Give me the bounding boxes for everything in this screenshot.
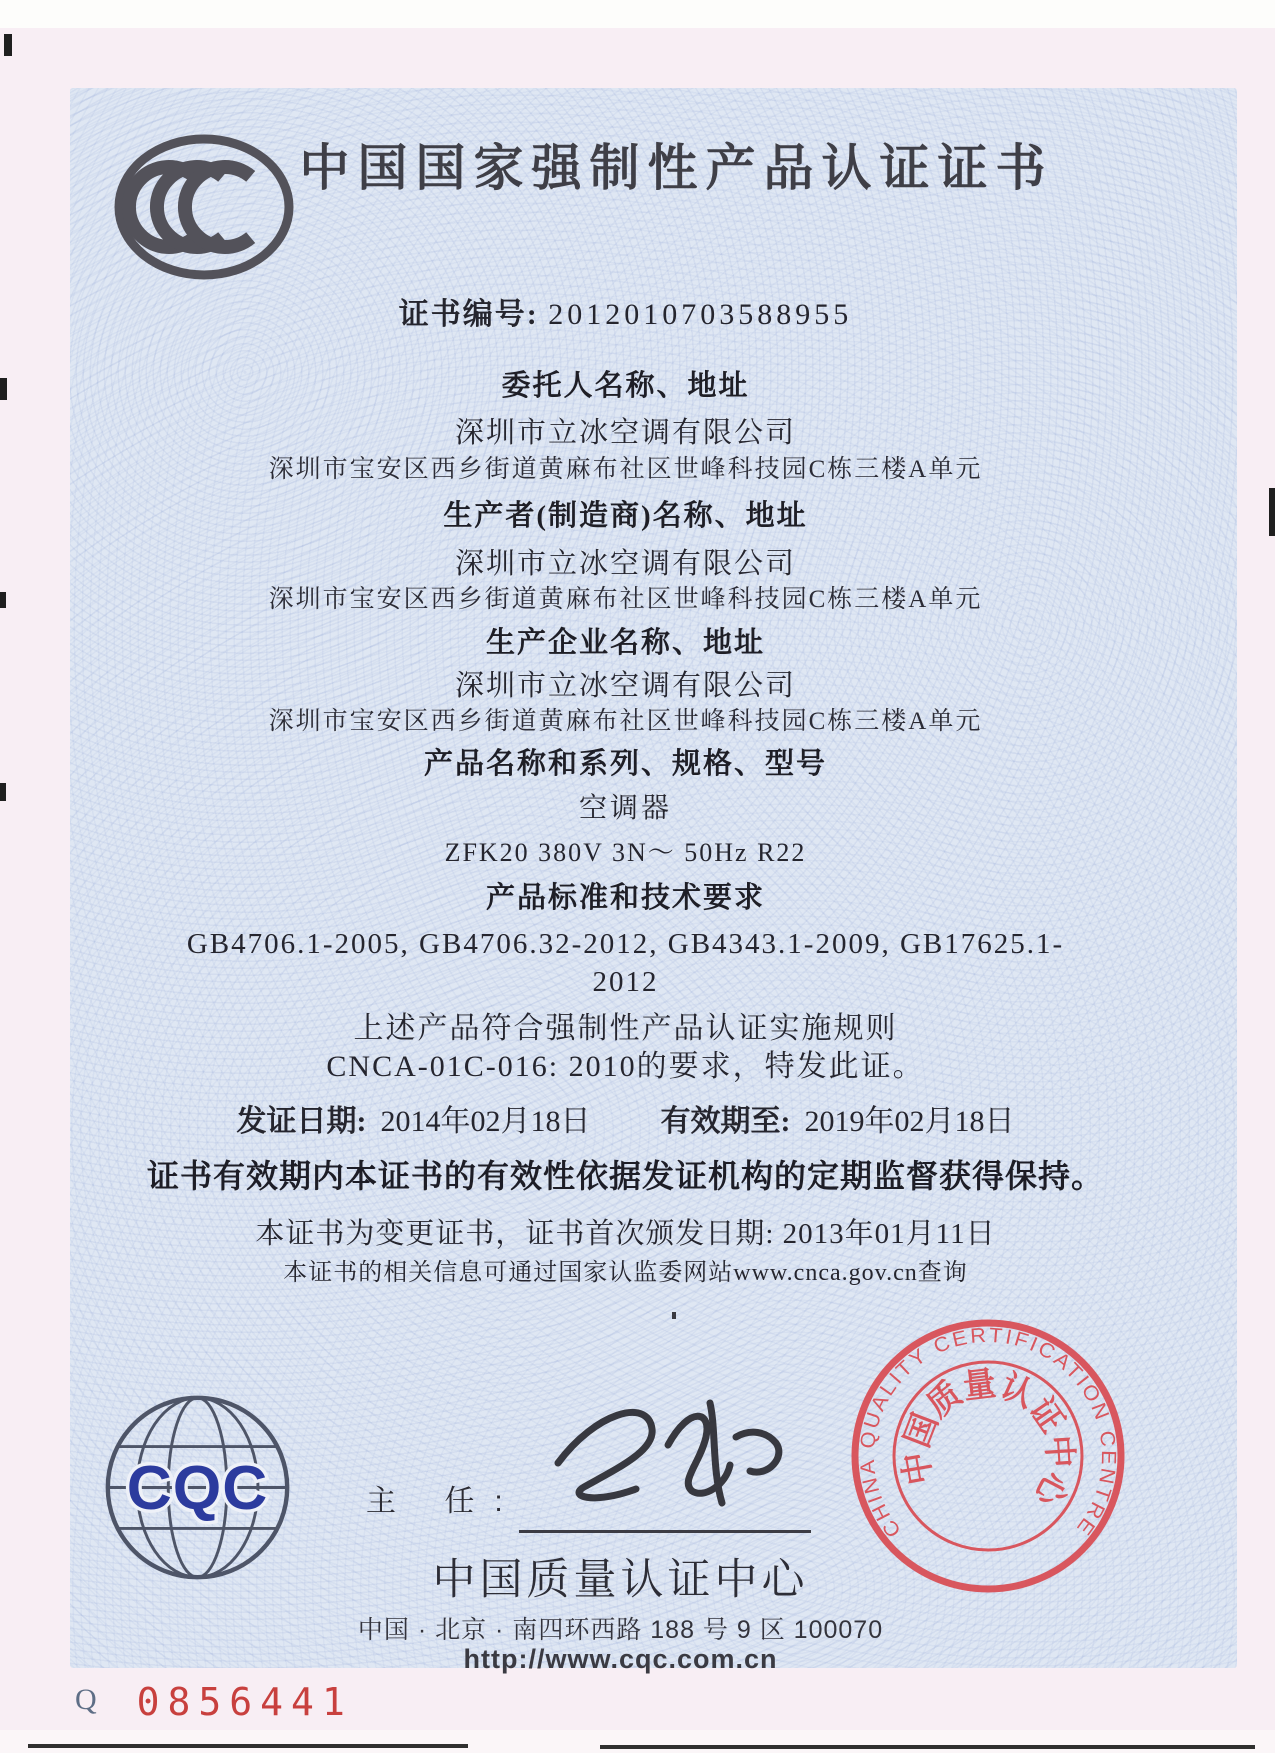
validity-note: 证书有效期内本证书的有效性依据发证机构的定期监督获得保持。 xyxy=(146,1158,1104,1194)
issue-date-value: 2014年02月18日 xyxy=(380,1105,591,1138)
standards-line1: GB4706.1-2005, GB4706.32-2012, GB4343.1-2009, GB17625.1- xyxy=(186,928,1065,960)
applicant-heading: 委托人名称、地址 xyxy=(501,370,750,402)
applicant-name: 深圳市立冰空调有限公司 xyxy=(454,417,796,449)
director-label: 主 任: xyxy=(366,1485,523,1518)
scan-bottom-edge xyxy=(0,1730,1275,1753)
certificate-number-value: 2012010703588955 xyxy=(548,298,853,331)
product-model: ZFK20 380V 3N～ 50Hz R22 xyxy=(444,838,807,867)
factory-heading: 生产企业名称、地址 xyxy=(485,627,765,659)
scan-artifact xyxy=(28,1744,468,1748)
change-note: 本证书为变更证书，证书首次颁发日期: 2013年01月11日 xyxy=(255,1218,996,1250)
applicant-address: 深圳市宝安区西乡街道黄麻布社区世峰科技园C栋三楼A单元 xyxy=(268,456,983,483)
scan-artifact xyxy=(0,592,6,608)
expiry-date-label: 有效期至: xyxy=(660,1105,791,1138)
certificate-title: 中国国家强制性产品认证证书 xyxy=(299,140,1054,196)
scan-artifact xyxy=(672,1312,676,1319)
manufacturer-name: 深圳市立冰空调有限公司 xyxy=(454,548,796,580)
manufacturer-heading: 生产者(制造商)名称、地址 xyxy=(443,500,808,532)
compliance-line1: 上述产品符合强制性产品认证实施规则 xyxy=(353,1012,898,1045)
cqc-stamp xyxy=(848,1316,1128,1596)
standards-line2: 2012 xyxy=(592,966,659,998)
dates-row xyxy=(70,1105,1181,1140)
certificate-number-label: 证书编号: xyxy=(398,298,539,331)
scan-artifact xyxy=(0,783,6,801)
cqc-logo-text: CQC xyxy=(126,1453,269,1523)
compliance-line2: CNCA-01C-016: 2010的要求，特发此证。 xyxy=(326,1050,925,1083)
factory-address: 深圳市宝安区西乡街道黄麻布社区世峰科技园C栋三楼A单元 xyxy=(268,708,983,735)
scan-artifact xyxy=(1269,488,1275,536)
stamp-ring-text: CHINA QUALITY CERTIFICATION CENTRE xyxy=(855,1323,1121,1542)
standards-heading: 产品标准和技术要求 xyxy=(485,882,765,914)
issuer-website: http://www.cqc.com.cn xyxy=(463,1644,778,1674)
product-name: 空调器 xyxy=(578,793,672,824)
product-heading: 产品名称和系列、规格、型号 xyxy=(423,748,827,780)
issue-date-label: 发证日期: xyxy=(236,1105,367,1138)
stamp-center-text: 中国质量认证中心 xyxy=(897,1365,1078,1513)
issuer-org-name: 中国质量认证中心 xyxy=(432,1556,809,1604)
serial-number-row xyxy=(75,1680,353,1724)
expiry-date-value: 2019年02月18日 xyxy=(804,1105,1015,1138)
issuer-org-address: 中国 · 北京 · 南四环西路 188 号 9 区 100070 xyxy=(357,1616,884,1644)
query-note: 本证书的相关信息可通过国家认监委网站www.cnca.gov.cn查询 xyxy=(283,1260,968,1286)
scan-artifact xyxy=(0,378,7,400)
signature-line xyxy=(519,1530,811,1533)
director-signature xyxy=(540,1385,800,1515)
certificate-number-row xyxy=(70,298,1181,333)
serial-number: 0856441 xyxy=(136,1680,353,1724)
serial-prefix: Q xyxy=(75,1683,97,1716)
certificate-body xyxy=(70,88,1237,1674)
factory-name: 深圳市立冰空调有限公司 xyxy=(454,670,796,702)
scan-top-edge xyxy=(0,0,1275,28)
manufacturer-address: 深圳市宝安区西乡街道黄麻布社区世峰科技园C栋三楼A单元 xyxy=(268,586,983,613)
scan-artifact xyxy=(600,1745,1255,1749)
scan-artifact xyxy=(4,34,12,56)
